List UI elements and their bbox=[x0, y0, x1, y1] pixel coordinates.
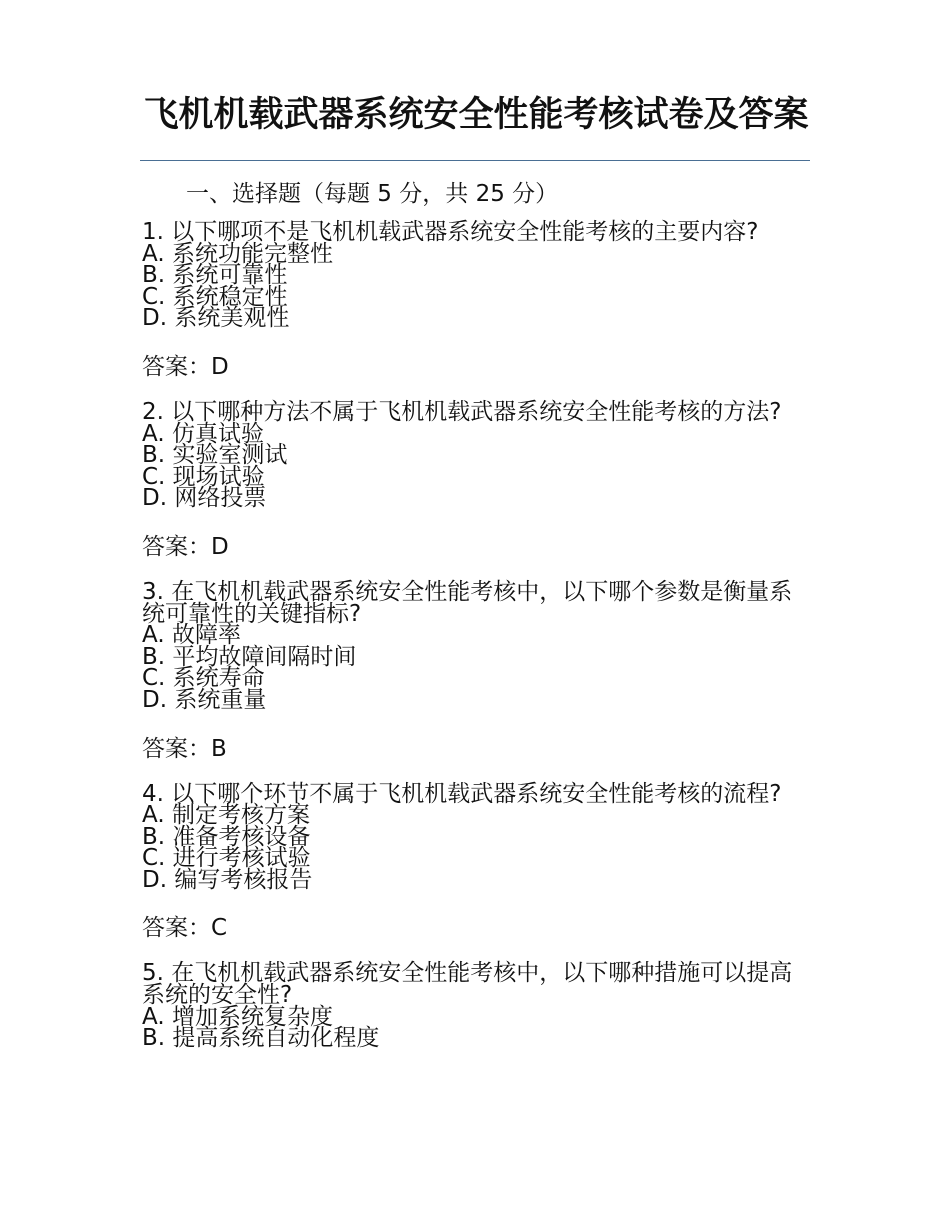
option-d: D. 网络投票 bbox=[142, 485, 267, 512]
option-a: A. 系统功能完整性 bbox=[142, 240, 333, 267]
document-title: 飞机机载武器系统安全性能考核试卷及答案 bbox=[143, 95, 809, 135]
option-d: D. 编写考核报告 bbox=[142, 866, 313, 893]
question-list bbox=[142, 219, 802, 1073]
question-stem: 2. 以下哪种方法不属于飞机机载武器系统安全性能考核的方法? bbox=[142, 398, 782, 425]
question-stem: 1. 以下哪项不是飞机机载武器系统安全性能考核的主要内容? bbox=[142, 219, 759, 245]
option-b: B. 系统可靠性 bbox=[142, 262, 288, 289]
question-stem: 5. 在飞机机载武器系统安全性能考核中，以下哪种措施可以提高系统的安全性? bbox=[142, 960, 793, 1009]
question-stem: 4. 以下哪个环节不属于飞机机载武器系统安全性能考核的流程? bbox=[142, 780, 782, 807]
title-divider bbox=[140, 160, 810, 161]
option-c: C. 系统稳定性 bbox=[142, 283, 288, 310]
option-c: C. 进行考核试验 bbox=[142, 845, 311, 872]
option-b: B. 平均故障间隔时间 bbox=[142, 643, 357, 670]
question-stem: 3. 在飞机机载武器系统安全性能考核中，以下哪个参数是衡量系统可靠性的关键指标? bbox=[142, 578, 793, 627]
option-c: C. 系统寿命 bbox=[142, 665, 265, 692]
option-a: A. 制定考核方案 bbox=[142, 802, 310, 829]
option-a: A. 仿真试验 bbox=[142, 420, 264, 447]
section-heading: 一、选择题（每题 5 分，共 25 分） bbox=[186, 181, 559, 207]
option-a: A. 故障率 bbox=[142, 622, 241, 649]
answer-line: 答案：D bbox=[142, 533, 229, 560]
option-b: B. 提高系统自动化程度 bbox=[142, 1025, 380, 1052]
answer-line: 答案：D bbox=[142, 353, 229, 380]
question-item bbox=[142, 398, 802, 512]
question-item bbox=[142, 960, 802, 1052]
option-b: B. 实验室测试 bbox=[142, 442, 288, 469]
option-d: D. 系统美观性 bbox=[142, 305, 290, 332]
option-b: B. 准备考核设备 bbox=[142, 823, 311, 850]
answer-line: 答案：B bbox=[142, 735, 227, 762]
option-a: A. 增加系统复杂度 bbox=[142, 1003, 333, 1030]
question-item bbox=[142, 780, 802, 893]
answer-line: 答案：C bbox=[142, 915, 228, 942]
option-d: D. 系统重量 bbox=[142, 686, 267, 713]
question-item bbox=[142, 578, 802, 713]
question-item bbox=[142, 219, 802, 332]
option-c: C. 现场试验 bbox=[142, 463, 265, 490]
